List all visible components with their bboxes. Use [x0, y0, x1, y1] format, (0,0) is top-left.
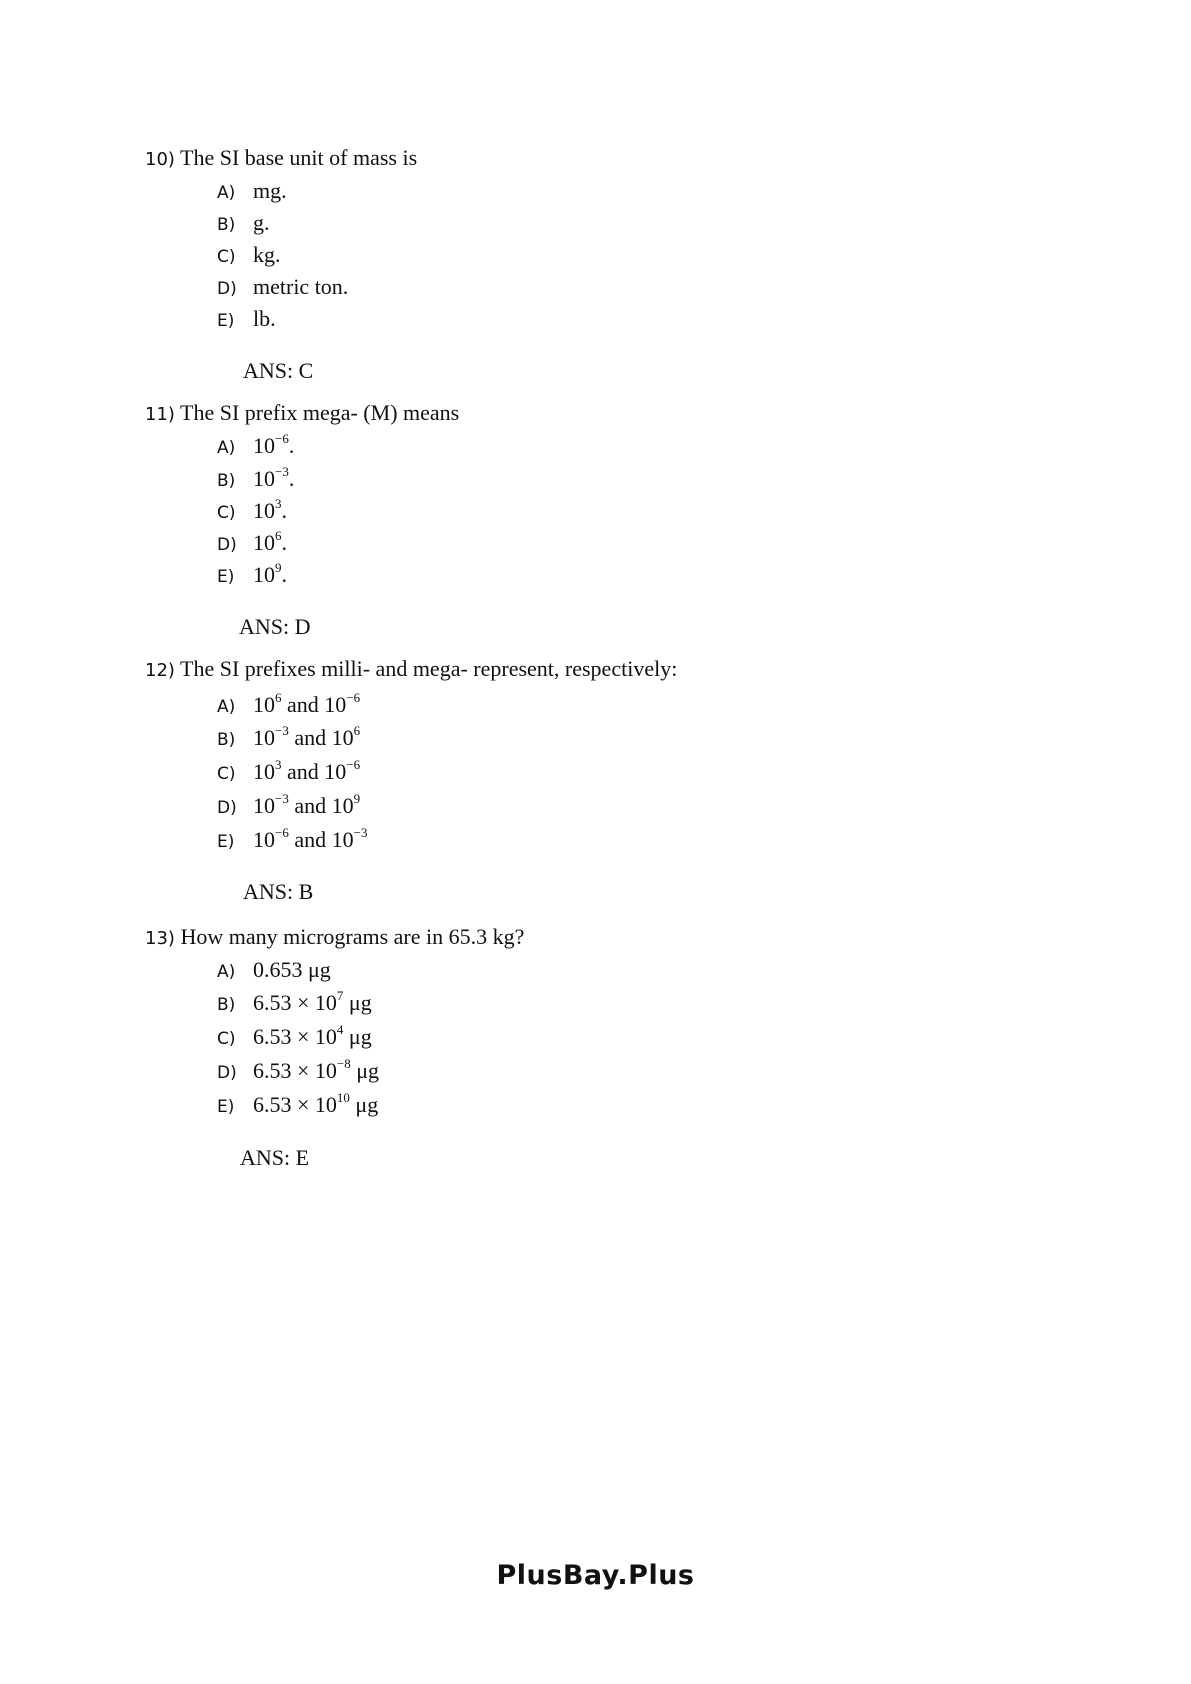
- question-number: 12): [145, 660, 175, 681]
- option-text: $6.53 \times 10^4$ μg: [253, 1022, 372, 1049]
- option-text: mg.: [253, 178, 287, 203]
- option-row: [217, 274, 348, 304]
- option-letter: B): [217, 995, 236, 1015]
- exponent: 4: [336, 1022, 344, 1037]
- exponent: −6: [346, 757, 361, 772]
- option-row: [217, 242, 281, 272]
- exponent: −6: [346, 690, 361, 705]
- exponent: 9: [275, 560, 282, 575]
- footer-brand: PlusBay.Plus: [496, 1560, 695, 1591]
- option-text: $10^{-3}$ and $10^9$: [253, 791, 361, 818]
- exponent: −8: [336, 1056, 351, 1071]
- option-text: $10^{-6}$.: [253, 431, 295, 458]
- question-10: [145, 145, 417, 173]
- option-letter: D): [217, 535, 237, 555]
- option-letter: A): [217, 183, 236, 203]
- option-row: [217, 1024, 372, 1054]
- option-text: $10^{-6}$ and $10^{-3}$: [253, 825, 368, 852]
- option-row: [217, 530, 287, 560]
- exponent: −3: [275, 723, 289, 738]
- question-text: How many micrograms are in 65.3 kg?: [180, 924, 525, 949]
- option-letter: A): [217, 962, 236, 982]
- option-letter: A): [217, 438, 236, 458]
- question-number: 13): [145, 928, 175, 949]
- option-row: [217, 1092, 378, 1122]
- answer-key: ANS: C: [243, 358, 314, 383]
- option-text: g.: [253, 210, 270, 235]
- exponent: 6: [275, 690, 282, 705]
- option-text: $10^6$ and $10^{-6}$: [253, 690, 361, 717]
- option-text: $10^6$.: [253, 528, 287, 555]
- exponent: −6: [275, 825, 289, 840]
- option-row: [217, 957, 331, 987]
- option-text: $10^3$.: [253, 496, 287, 523]
- option-row: [217, 433, 294, 463]
- option-letter: D): [217, 279, 237, 299]
- option-row: [217, 498, 287, 528]
- option-letter: B): [217, 730, 236, 750]
- option-letter: C): [217, 247, 236, 267]
- option-letter: B): [217, 215, 236, 235]
- option-letter: D): [217, 1063, 237, 1083]
- option-row: [217, 466, 294, 496]
- option-text: kg.: [253, 242, 281, 267]
- answer-key: ANS: B: [243, 879, 314, 904]
- option-row: [217, 827, 367, 857]
- exponent: 6: [353, 723, 361, 738]
- exponent: 3: [275, 757, 282, 772]
- question-text: The SI base unit of mass is: [180, 145, 418, 170]
- exponent: −3: [275, 791, 289, 806]
- question-number: 11): [145, 404, 175, 425]
- option-text: $10^9$.: [253, 560, 287, 587]
- option-text: $10^3$ and $10^{-6}$: [253, 757, 361, 784]
- option-text: $6.53 \times 10^{10}$ μg: [253, 1090, 379, 1117]
- option-letter: C): [217, 764, 236, 784]
- option-text: metric ton.: [253, 274, 349, 299]
- question-text: The SI prefix mega- (M) means: [180, 400, 460, 425]
- question-text: The SI prefixes milli- and mega- represent, respectively:: [180, 656, 678, 681]
- option-letter: E): [217, 567, 235, 587]
- exponent: −3: [275, 464, 289, 479]
- option-row: [217, 759, 360, 789]
- question-13: [145, 924, 524, 952]
- option-row: [217, 1058, 379, 1088]
- option-row: [217, 692, 360, 722]
- option-row: [217, 793, 360, 823]
- option-letter: E): [217, 1097, 235, 1117]
- option-row: [217, 990, 372, 1020]
- option-text: $10^{-3}$ and $10^6$: [253, 723, 361, 750]
- option-letter: A): [217, 697, 236, 717]
- option-row: [217, 562, 287, 592]
- option-letter: E): [217, 832, 235, 852]
- option-text: $6.53 \times 10^7$ μg: [253, 988, 372, 1015]
- exponent: −6: [275, 431, 289, 446]
- option-letter: D): [217, 798, 237, 818]
- option-row: [217, 178, 287, 208]
- exponent: 9: [353, 791, 361, 806]
- option-row: [217, 210, 270, 240]
- answer-key: ANS: E: [240, 1145, 310, 1170]
- exponent: −3: [353, 825, 368, 840]
- option-text: 0.653 μg: [253, 957, 331, 982]
- option-text: $10^{-3}$.: [253, 464, 295, 491]
- exponent: 7: [336, 988, 344, 1003]
- exponent: 3: [275, 496, 282, 511]
- option-row: [217, 306, 276, 336]
- option-row: [217, 725, 360, 755]
- exponent: 10: [336, 1090, 350, 1105]
- option-text: $6.53 \times 10^{-8}$ μg: [253, 1056, 380, 1083]
- question-number: 10): [145, 149, 175, 170]
- answer-key: ANS: D: [239, 614, 311, 639]
- option-text: lb.: [253, 306, 276, 331]
- option-letter: C): [217, 503, 236, 523]
- exponent: 6: [275, 528, 282, 543]
- question-12: [145, 656, 677, 684]
- option-letter: B): [217, 471, 236, 491]
- question-11: [145, 400, 459, 428]
- option-letter: C): [217, 1029, 236, 1049]
- option-letter: E): [217, 311, 235, 331]
